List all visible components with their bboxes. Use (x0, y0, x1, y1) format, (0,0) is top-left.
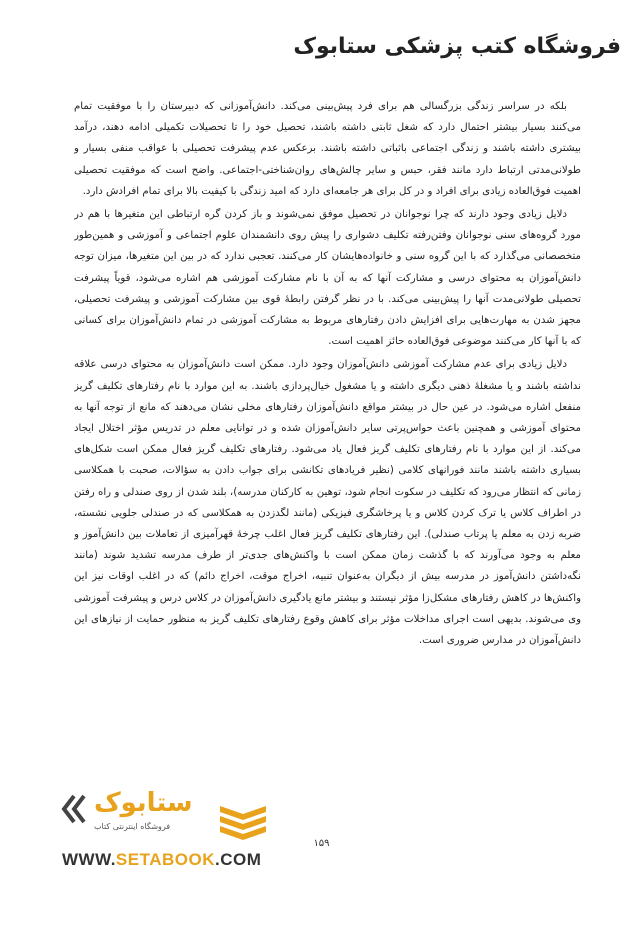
paragraph: دلایل زیادی وجود دارند که چرا نوجوانان در تحصیل موفق نمی‌شوند و باز کردن گره ارتباطی این متغیرها با هم در مورد گروه‌های سنی نوجوانان وفتن‌رفته تکلیف دشواری را پیش روی دانشمندان علوم اجتماعی و آموزشی و همین‌طور متخصصانی می‌گذارد که با این گروه سنی و خانواده‌هایشان کار می‌کنند. تعجبی ندارد که در بین این متغیرها، میزان توجه دانش‌آموزان به محتوای درسی و مشارکت آنها که به آن با نام مشارکت آموزشی هم اشاره می‌شود، قویاً پیشرفت تحصیلی طولانی‌مدت آنها را پیش‌بینی می‌کند. با در نظر گرفتن رابطهٔ قوی بین مشارکت آموزشی و پیشرفت تحصیلی، مجهز شدن به مهارت‌هایی برای افزایش دادن رفتارهای مربوط به مشارکت آموزشی در تمام دانش‌آموزان برای کسانی که با آنها کار می‌کنند موضوعی فوق‌العاده حائز اهمیت است. (74, 209, 581, 348)
paragraph: دلایل زیادی برای عدم مشارکت آموزشی دانش‌آموزان وجود دارد. ممکن است دانش‌آموزان به محتوای درسی علاقه نداشته باشند و یا مشغلهٔ ذهنی دیگری داشته و یا مشغول خیال‌پردازی باشند. به این موارد با نام رفتارهای تکلیف گریز منفعل اشاره می‌شود. در عین حال در بیشتر مواقع دانش‌آموزان رفتارهای مخلی نشان می‌دهند که مانع از توجه آنها به محتوای آموزشی و همچنین باعث حواس‌پرتی سایر دانش‌آموزان شده و در توانایی معلم در تدریس مؤثر اختلال ایجاد می‌کند. از این موارد با نام رفتارهای تکلیف گریز فعال یاد می‌شود. رفتارهای تکلیف گریز فعال ممکن است شکل‌های بسیاری داشته باشند مانند فورانهای کلامی (نظیر فریادهای تکانشی برای جواب دادن به سؤالات، صحبت با همکلاسی زمانی که انتظار می‌رود که تکلیف در سکوت انجام شود، توهین به کارکنان مدرسه)، بلند شدن از روی صندلی و راه رفتن در اطراف کلاس یا ترک کردن کلاس و یا پرخاشگری فیزیکی (مانند لگدزدن به همکلاسی که در صندلی جلویی نشسته، ضربه زدن به معلم یا پرتاب صندلی). این رفتارهای تکلیف گریز فعال اغلب چرخهٔ قهرآمیزی از تعاملات بین دانش‌آموز و معلم به وجود می‌آورند که با گذشت زمان ممکن است با واکنش‌های جدی‌تر از طرف مدرسه تشدید شوند (مانند نگه‌داشتن دانش‌آموز در مدرسه بیش از دیگران به‌عنوان تنبیه، اخراج موقت، اخراج دائم) که در اغلب اوقات نیز این واکنش‌ها در کاهش رفتارهای مشکل‌زا مؤثر نیستند و بیشتر مانع یادگیری دانش‌آموزان در کلاس درس و پیشرفت آموزشی وی می‌شوند. بدیهی است اجرای مداخلات مؤثر برای کاهش وقوع رفتارهای تکلیف گریز به منظور حمایت از نیازهای این دانش‌آموزان در مدارس ضروری است. (74, 359, 581, 647)
page-title: فروشگاه کتب پزشکی ستابوک (293, 34, 621, 59)
arrows-icon (60, 794, 86, 824)
url-prefix: WWW. (62, 850, 116, 869)
setabook-logo (60, 788, 210, 846)
logo-wordmark: ستابوک (94, 788, 193, 818)
paragraph: بلکه در سراسر زندگی بزرگسالی هم برای فرد پیش‌بینی می‌کند. دانش‌آموزانی که دبیرستان را با موفقیت تمام می‌کنند بسیار بیشتر احتمال دارد که شغل ثابتی داشته باشند، تحصیل خود را تا تحصیلات تکمیلی ادامه دهند، درآمد بیشتری داشته باشند و زندگی اجتماعی باثباتی داشته باشند. برعکس عدم پیشرفت تحصیلی با عواقب منفی بسیار و طولانی‌مدتی ارتباط دارد مانند فقر، حبس و سایر چالش‌های روان‌شناختی-اجتماعی. واضح است که موفقیت تحصیلی اهمیت فوق‌العاده زیادی برای افراد و در کل برای هر جامعه‌ای دارد که امید زندگی با کیفیت بالا برای تمام افرادش دارد. (74, 101, 581, 197)
url-brand: SETABOOK (115, 850, 215, 869)
book-stack-icon (216, 800, 270, 840)
page-number: ۱۵۹ (313, 838, 330, 849)
body-text (74, 96, 581, 814)
website-url (62, 850, 261, 870)
logo-tagline: فروشگاه اینترنتی کتاب (94, 822, 171, 831)
url-suffix: .COM (215, 850, 262, 869)
